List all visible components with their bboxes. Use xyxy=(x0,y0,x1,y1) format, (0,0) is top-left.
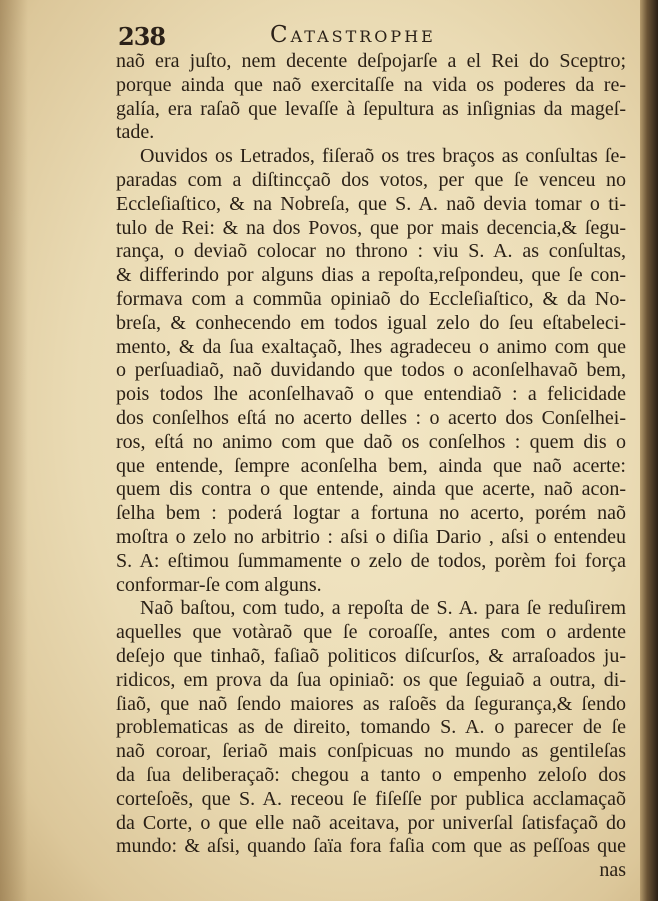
text-line: tulo de Rei: & na dos Povos, que por mais decencia,& ſegu- xyxy=(116,216,626,239)
text-line: mundo: & aſsi, quando ſaïa fora faſia com que as peſſoas que xyxy=(116,835,626,858)
text-line: ſelha bem : poderá logtar a fortuna no acerto, porém naõ xyxy=(116,502,626,525)
text-line: Ouvidos os Letrados, fiſeraõ os tres braços as conſultas ſe- xyxy=(140,145,626,168)
text-line: dos conſelhos eſtá no acerto delles : o acerto dos Conſelhei- xyxy=(116,406,626,429)
running-head: Catastrophe xyxy=(270,22,436,48)
text-line: naõ coroar, ſeriaõ mais conſpicuas no mundo as gentileſas xyxy=(116,740,626,763)
body-text xyxy=(116,50,626,883)
text-line: que entende, ſempre aconſelha bem, ainda que naõ acerte: xyxy=(116,454,626,477)
text-line: rança, o deviaõ colocar no throno : viu S. A. as conſultas, xyxy=(116,240,626,263)
text-line: conformar-ſe com alguns. xyxy=(116,573,322,596)
text-line: breſa, & conhecendo em todos igual zelo do ſeu eſtabeleci- xyxy=(116,311,626,334)
text-line: ros, eſtá no animo com que daõ os conſelhos : quem dis o xyxy=(116,430,626,453)
text-line: o perſuadiaõ, naõ duvidando que todos o aconſelhavaõ bem, xyxy=(116,359,626,382)
text-line: corteſoẽs, que S. A. receou ſe fiſeſſe por publica acclamaçaõ xyxy=(116,787,626,810)
text-line: da Corte, o que elle naõ aceitava, por univerſal ſatisfaçaõ do xyxy=(116,811,626,834)
text-line: naõ era juſto, nem decente deſpojarſe a el Rei do Sceptro; xyxy=(116,50,626,72)
text-line: paradas com a diſtincçaõ dos votos, per que ſe venceu no xyxy=(116,168,626,191)
text-line: da ſua deliberaçaõ: chegou a tanto o empenho zeloſo dos xyxy=(116,763,626,786)
text-line: mento, & da ſua exaltaçaõ, lhes agradeceu o animo com que xyxy=(116,335,626,358)
text-line: formava com a commũa opiniaõ do Eccleſiaſtico, & da No- xyxy=(116,287,626,310)
text-line: galía, era raſaõ que levaſſe à ſepultura as inſignias da mageſ- xyxy=(116,97,626,120)
text-line: aquelles que votàraõ que ſe coroaſſe, antes com o ardente xyxy=(116,621,626,644)
page-number: 238 xyxy=(118,22,166,51)
text-line: Eccleſiaſtico, & na Nobreſa, que S. A. naõ devia tomar o ti- xyxy=(116,192,626,215)
catchword: nas xyxy=(599,859,626,882)
text-line: porque ainda que naõ exercitaſſe na vida os poderes da re- xyxy=(116,73,626,96)
text-line: tade. xyxy=(116,121,155,144)
text-line: S. A: eſtimou ſummamente o zelo de todos, porèm foi força xyxy=(116,549,626,572)
text-line: pois todos lhe aconſelhavaõ o que entendiaõ : a felicidade xyxy=(116,383,626,406)
text-line: Naõ baſtou, com tudo, a repoſta de S. A. para ſe reduſirem xyxy=(140,597,626,620)
text-line: problematicas as de direito, tomando S. A. o parecer de ſe xyxy=(116,716,626,739)
text-line: deſejo que tinhaõ, faſiaõ politicos diſcurſos, & arraſoados ju- xyxy=(116,644,626,667)
text-line: & differindo por alguns dias a repoſta,reſpondeu, que ſe con- xyxy=(116,264,626,287)
text-line: moſtra o zelo no arbitrio : aſsi o diſia Dario , aſsi o entendeu xyxy=(116,525,626,548)
text-line: quem dis contra o que entende, ainda que acerte, naõ acon- xyxy=(116,478,626,501)
text-line: ſiaõ, que naõ ſendo maiores as raſoẽs da ſegurança,& ſendo xyxy=(116,692,626,715)
page-edge xyxy=(640,0,658,901)
text-line: ridicos, em prova da ſua opiniaõ: os que ſeguiaõ a outra, di- xyxy=(116,668,626,691)
